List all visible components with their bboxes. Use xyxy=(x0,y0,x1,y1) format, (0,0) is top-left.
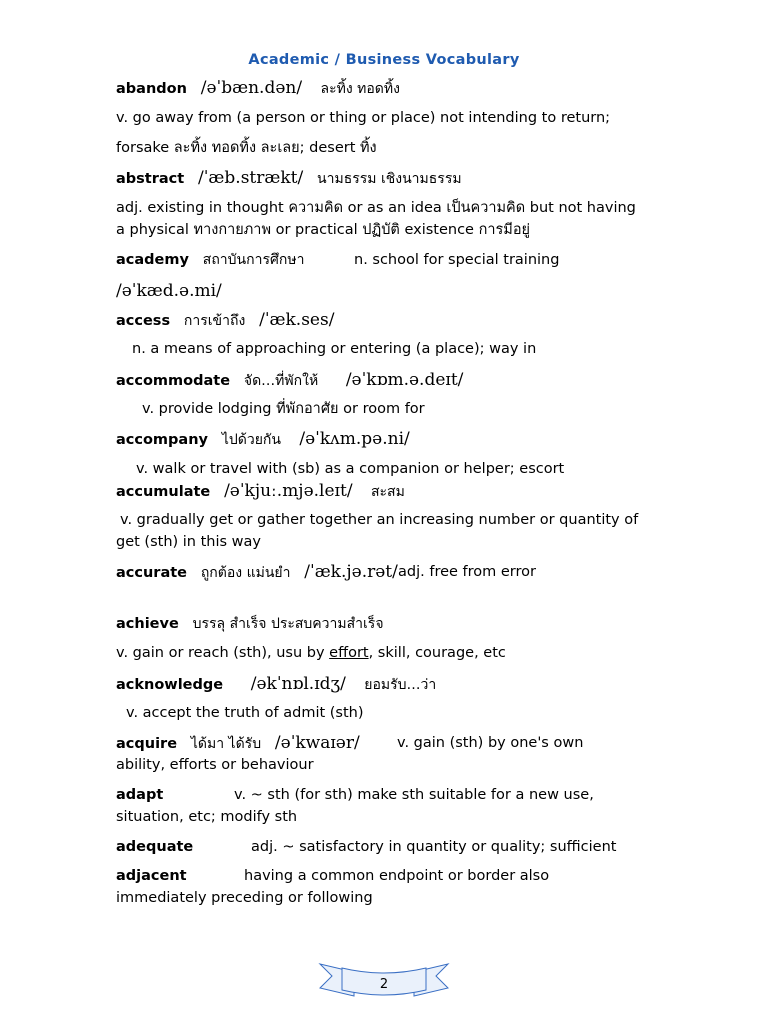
definition: v. gain (sth) by one's own xyxy=(397,735,584,751)
translation: นามธรรม เชิงนามธรรม xyxy=(317,171,462,187)
translation: จัด…ที่พักให้ xyxy=(243,373,319,389)
page-number: 2 xyxy=(379,977,389,992)
underlined-word: effort xyxy=(329,645,369,661)
definition-text: , skill, courage, etc xyxy=(368,645,506,661)
pronunciation: /əˈkʌm.pə.ni/ xyxy=(299,429,410,449)
entry-accompany-head xyxy=(116,430,410,449)
definition: v. accept the truth of admit (sth) xyxy=(126,705,364,721)
headword: adjacent xyxy=(116,868,187,884)
entry-accurate-head xyxy=(116,563,398,582)
definition: v. walk or travel with (sb) as a companion or helper; escort xyxy=(136,461,565,477)
pronunciation: /əˈkɒm.ə.deɪt/ xyxy=(345,370,464,390)
entry-achieve-head xyxy=(116,615,384,633)
definition: n. school for special training xyxy=(354,252,560,268)
entry-accumulate-head xyxy=(116,482,405,501)
translation: ละทิ้ง ทอดทิ้ง xyxy=(320,81,400,97)
page-title: Academic / Business Vocabulary xyxy=(248,52,520,68)
definition: forsake ละทิ้ง ทอดทิ้ง ละเลย; desert ทิ้ง xyxy=(116,140,377,156)
entry-access-head xyxy=(116,311,334,330)
headword: adequate xyxy=(116,839,194,855)
definition: adj. existing in thought ความคิด or as an idea เป็นความคิด but not having xyxy=(116,200,636,216)
translation: ถูกต้อง แม่นยำ xyxy=(200,565,291,581)
translation: ได้มา ได้รับ xyxy=(190,736,262,752)
pronunciation: /əˈkæd.ə.mi/ xyxy=(116,281,222,301)
definition: v. provide lodging ที่พักอาศัย or room for xyxy=(142,401,425,417)
entry-abstract-head xyxy=(116,169,462,188)
translation: สะสม xyxy=(370,484,405,500)
translation: บรรลุ สำเร็จ ประสบความสำเร็จ xyxy=(192,616,384,632)
definition: immediately preceding or following xyxy=(116,890,373,906)
definition: v. ~ sth (for sth) make sth suitable for a new use, xyxy=(234,787,594,803)
definition-text: v. gain or reach (sth), usu by xyxy=(116,645,330,661)
entry-accommodate-head xyxy=(116,371,463,390)
entry-abandon-head xyxy=(116,79,400,98)
pronunciation: /əˈbæn.dən/ xyxy=(200,78,303,98)
definition: adj. free from error xyxy=(398,564,536,580)
definition xyxy=(116,644,506,662)
pronunciation: /ˈæk.jə.rət/ xyxy=(304,562,398,582)
definition: v. gradually get or gather together an increasing number or quantity of get (sth) in this way xyxy=(116,512,639,550)
definition: having a common endpoint or border also xyxy=(244,868,550,884)
headword: achieve xyxy=(116,616,179,632)
headword: academy xyxy=(116,252,189,268)
headword: adapt xyxy=(116,787,164,803)
headword: acquire xyxy=(116,736,178,752)
definition: adj. ~ satisfactory in quantity or quality; sufficient xyxy=(251,839,617,855)
headword: abandon xyxy=(116,81,187,97)
definition: ability, efforts or behaviour xyxy=(116,757,314,773)
pronunciation: /ˈæk.ses/ xyxy=(259,310,335,330)
entry-acknowledge-head xyxy=(116,675,436,694)
entry-academy-head xyxy=(116,251,304,269)
headword: accumulate xyxy=(116,484,211,500)
definition: v. go away from (a person or thing or place) not intending to return; xyxy=(116,110,611,126)
translation: ไปด้วยกัน xyxy=(221,432,281,448)
translation: สถาบันการศึกษา xyxy=(202,252,305,268)
translation: การเข้าถึง xyxy=(183,313,246,329)
headword: accurate xyxy=(116,565,187,581)
headword: accommodate xyxy=(116,373,231,389)
pronunciation: /əˈkjuː.mjə.leɪt/ xyxy=(224,481,353,501)
pronunciation: /əkˈnɒl.ɪdʒ/ xyxy=(250,674,346,694)
pronunciation: /əˈkwaɪər/ xyxy=(274,733,360,753)
headword: accompany xyxy=(116,432,208,448)
headword: access xyxy=(116,313,171,329)
definition: situation, etc; modify sth xyxy=(116,809,298,825)
headword: abstract xyxy=(116,171,185,187)
pronunciation: /ˈæb.strækt/ xyxy=(198,168,304,188)
definition: a physical ทางกายภาพ or practical ปฏิบัติ existence การมีอยู่ xyxy=(116,222,531,238)
definition: n. a means of approaching or entering (a place); way in xyxy=(132,341,537,357)
headword: acknowledge xyxy=(116,677,224,693)
entry-acquire-head xyxy=(116,734,360,753)
translation: ยอมรับ…ว่า xyxy=(364,677,437,693)
